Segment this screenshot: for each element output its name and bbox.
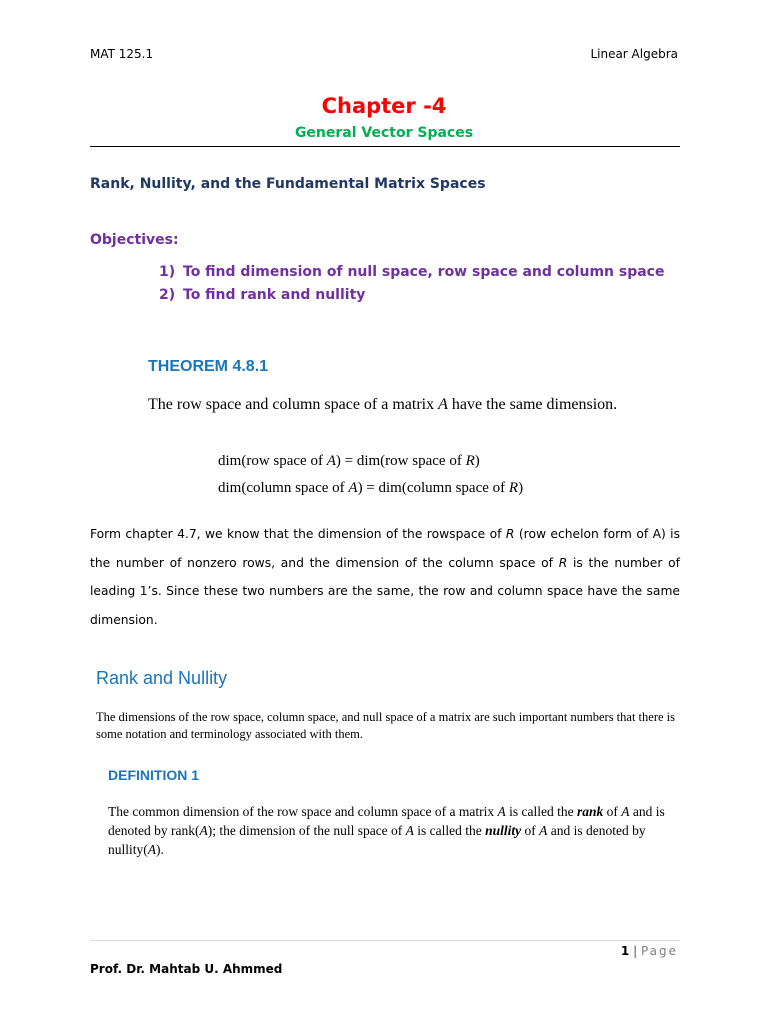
theorem-equation-column: dim(column space of A) = dim(column space of R): [218, 480, 524, 496]
footer-author: Prof. Dr. Mahtab U. Ahmmed: [90, 962, 283, 976]
rank-nullity-heading: Rank and Nullity: [96, 668, 228, 688]
theorem-statement: The row space and column space of a matrix A have the same dimension.: [148, 396, 618, 413]
objectives-title: Objectives:: [90, 232, 179, 248]
objective-text: To find dimension of null space, row space and column space: [183, 264, 665, 280]
section-title: Rank, Nullity, and the Fundamental Matrix Spaces: [90, 176, 486, 192]
objective-number: 1): [159, 264, 176, 280]
page-number: 1 | Page: [620, 944, 678, 958]
theorem-title: THEOREM 4.8.1: [148, 358, 269, 375]
title-divider: [90, 146, 680, 147]
explanation-paragraph: Form chapter 4.7, we know that the dimension of the rowspace of R (row echelon form of A) is the number of nonzero rows, and the dimension of the column space of R is the number of leading 1’s. Since these two numbers are the same, the row and column space have the same dimension.: [90, 527, 681, 627]
objective-number: 2): [159, 287, 176, 303]
definition-title: DEFINITION 1: [108, 767, 200, 783]
footer-divider: [90, 940, 680, 941]
chapter-subtitle: General Vector Spaces: [294, 125, 474, 141]
definition-text: The common dimension of the row space and column space of a matrix A is called the rank of A and is denoted by rank(A); the dimension of the null space of A is called the nullity of A and is denoted by nullity(A).: [108, 804, 665, 857]
objective-text: To find rank and nullity: [183, 287, 366, 303]
objective-item: [159, 264, 664, 280]
objective-item: [159, 287, 365, 303]
chapter-title: Chapter -4: [321, 94, 447, 118]
rank-nullity-intro: The dimensions of the row space, column space, and null space of a matrix are such important numbers that there is some notation and terminology associated with them.: [96, 710, 675, 741]
header-course-code: MAT 125.1: [90, 47, 154, 61]
header-subject: Linear Algebra: [590, 47, 678, 61]
theorem-equation-row: dim(row space of A) = dim(row space of R): [218, 453, 480, 469]
